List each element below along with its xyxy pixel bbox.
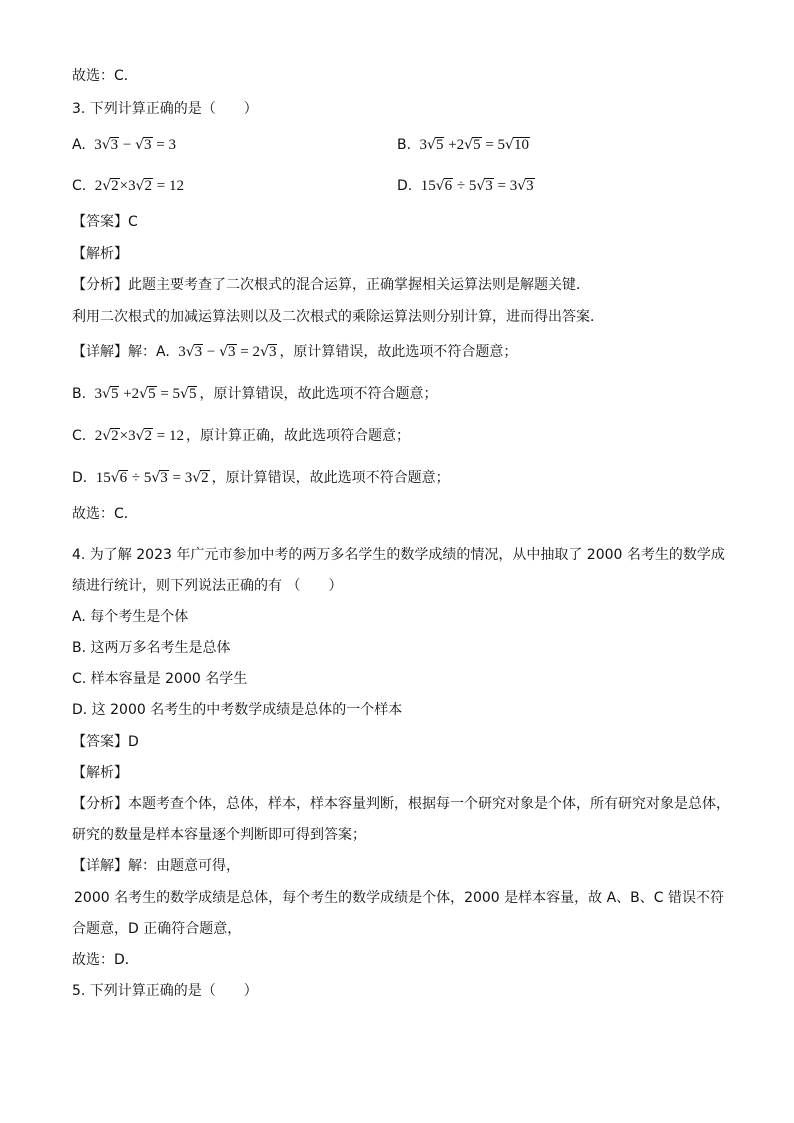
q4-xiangjie: [72, 856, 240, 876]
q3-detail-b: [72, 383, 437, 405]
math-expression: 2√2×3√2 = 12: [94, 178, 184, 194]
q3-stem: 3. 下列计算正确的是（ ）: [72, 101, 258, 117]
option-letter: D.: [397, 178, 413, 194]
prev-conclusion: 故选：C．: [72, 68, 138, 84]
xiangjie-tag: 【详解】: [72, 344, 128, 360]
q3-conclusion: 故选：C．: [72, 506, 138, 522]
math-expression: 3√3 − √3 = 3: [94, 137, 177, 153]
q4-body-2: 合题意，D 正确符合题意，: [72, 921, 242, 937]
q3-option-b: [397, 134, 532, 156]
detail-prefix: 解：A.: [128, 344, 170, 360]
q4-option-c: C. 样本容量是 2000 名学生: [72, 671, 248, 687]
q3-analysis-tag: 【解析】: [72, 246, 128, 262]
detail-tail: ，原计算错误，故此选项不符合题意；: [211, 470, 450, 486]
q3-fenxi-2: 利用二次根式的加减运算法则以及二次根式的乘除运算法则分别计算，进而得出答案．: [72, 309, 604, 325]
q3-detail-d: [72, 467, 450, 489]
detail-tail: ，原计算错误，故此选项不符合题意；: [279, 344, 518, 360]
option-letter: A.: [72, 137, 86, 153]
detail-tail: ，原计算错误，故此选项不符合题意；: [199, 386, 438, 402]
q3-option-d: [397, 175, 537, 197]
q4-option-b: B. 这两万多名考生是总体: [72, 640, 231, 656]
detail-prefix: B.: [72, 386, 87, 402]
q4-stem-line-1: 4. 为了解 2023 年广元市参加中考的两万多名学生的数学成绩的情况，从中抽取了 2000 名考生的数学成: [72, 547, 725, 563]
q4-option-d: D. 这 2000 名考生的中考数学成绩是总体的一个样本: [72, 702, 403, 718]
q4-analysis-tag: 【解析】: [72, 765, 128, 781]
q4-option-a: A. 每个考生是个体: [72, 609, 189, 625]
math-expression: 3√3 − √3 = 2√3: [178, 344, 277, 360]
q4-conclusion: 故选：D．: [72, 952, 139, 968]
math-expression: 15√6 ÷ 5√3 = 3√2: [95, 470, 209, 486]
math-expression: 3√5 +2√5 = 5√5: [94, 386, 197, 402]
math-expression: 2√2×3√2 = 12: [94, 428, 184, 444]
detail-prefix: D.: [72, 470, 88, 486]
answer-tag: 【答案】: [72, 734, 128, 750]
fenxi-text: 本题考查个体，总体，样本，样本容量判断，根据每一个研究对象是个体，所有研究对象是总体，: [128, 796, 730, 812]
fenxi-text: 此题主要考查了二次根式的混合运算，正确掌握相关运算法则是解题关键．: [128, 277, 590, 293]
q4-fenxi-2: 研究的数量是样本容量逐个判断即可得到答案；: [72, 827, 366, 843]
answer-value: C: [128, 214, 138, 230]
q3-answer: [72, 212, 138, 232]
q4-answer: [72, 732, 139, 752]
q4-fenxi: [72, 794, 730, 814]
detail-tail: ，原计算正确，故此选项符合题意；: [185, 428, 410, 444]
q3-fenxi: [72, 275, 590, 295]
answer-tag: 【答案】: [72, 214, 128, 230]
option-letter: C.: [72, 178, 87, 194]
option-letter: B.: [397, 137, 412, 153]
detail-prefix: C.: [72, 428, 87, 444]
q4-stem-line-2: 绩进行统计，则下列说法正确的有 （ ）: [72, 578, 343, 594]
q3-detail-c: [72, 425, 410, 447]
xiangjie-tag: 【详解】: [72, 858, 128, 874]
q3-option-c: [72, 175, 186, 197]
q3-detail-a: [72, 341, 517, 363]
q3-option-a: [72, 134, 178, 156]
math-expression: 15√6 ÷ 5√3 = 3√3: [420, 178, 534, 194]
q4-body-1: 2000 名考生的数学成绩是总体，每个考生的数学成绩是个体，2000 是样本容量，故 A、B、C 错误不符: [74, 890, 725, 906]
fenxi-tag: 【分析】: [72, 277, 128, 293]
math-expression: 3√5 +2√5 = 5√10: [419, 137, 529, 153]
fenxi-tag: 【分析】: [72, 796, 128, 812]
q5-stem: 5. 下列计算正确的是（ ）: [72, 983, 258, 999]
answer-value: D: [128, 734, 139, 750]
xiangjie-text: 解：由题意可得，: [128, 858, 240, 874]
